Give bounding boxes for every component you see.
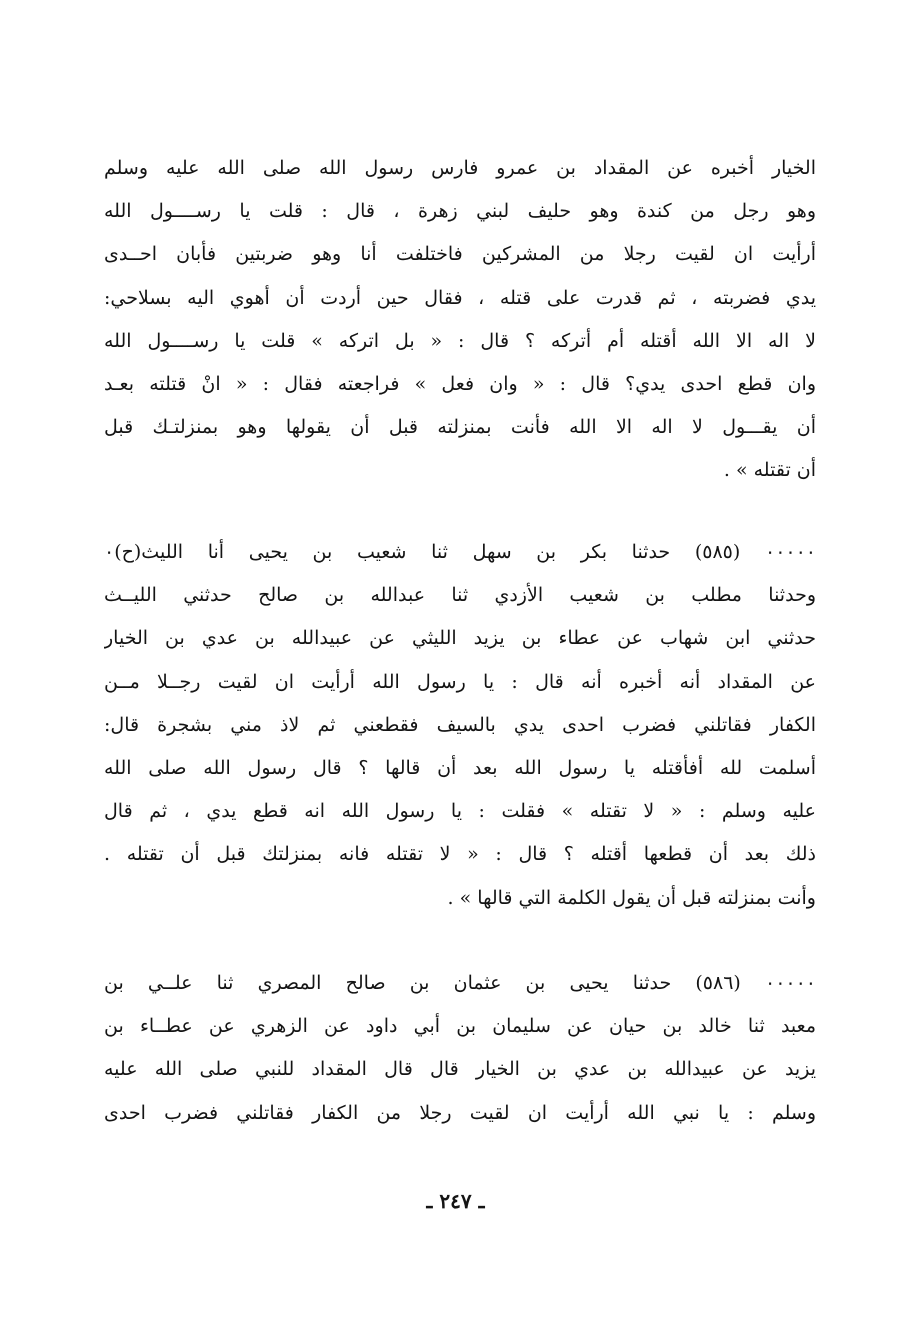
paragraph-1 — [104, 147, 816, 493]
text-line: وحدثنا مطلب بن شعيب الأزدي ثنا عبدالله بن صالح حدثني الليــث — [104, 584, 816, 607]
text-line: وان قطع احدى يدي؟ قال : « وان فعل » فراجعته فقال : « انْ قتلته بعـد — [104, 372, 816, 395]
text-line: ٠٠٠٠٠ (٥٨٦) حدثنا يحيى بن عثمان بن صالح المصري ثنا علــي بن — [104, 972, 816, 994]
text-line: أسلمت لله أفأقتله يا رسول الله بعد أن قالها ؟ قال رسول الله صلى الله — [104, 756, 816, 779]
text-line: وسلم : يا نبي الله أرأيت ان لقيت رجلا من الكفار فقاتلني فضرب احدى — [104, 1101, 816, 1124]
text-line: أن تقتله » . — [723, 459, 816, 482]
page-number: ـ ٢٤٧ ـ — [426, 1189, 485, 1213]
text-line: يدي فضربته ، ثم قدرت على قتله ، فقال حين أردت أن أهوي اليه بسلاحي: — [104, 286, 816, 309]
text-line: الخيار أخبره عن المقداد بن عمرو فارس رسول الله صلى الله عليه وسلم — [104, 157, 816, 179]
text-line: ذلك بعد أن قطعها أقتله ؟ قال : « لا تقتله فانه بمنزلتك قبل أن تقتله . — [104, 843, 816, 866]
text-line: حدثني ابن شهاب عن عطاء بن يزيد الليثي عن عبيدالله بن عدي بن الخيار — [104, 627, 816, 650]
text-line: معبد ثنا خالد بن حيان عن سليمان بن أبي داود عن الزهري عن عطــاء بن — [104, 1015, 816, 1038]
text-line: عليه وسلم : « لا تقتله » فقلت : يا رسول الله انه قطع يدي ، ثم قال — [104, 800, 816, 823]
paragraph-2 — [104, 531, 816, 920]
text-line: وأنت بمنزلته قبل أن يقول الكلمة التي قالها » . — [447, 886, 816, 909]
text-line: عن المقداد أنه أخبره أنه قال : يا رسول الله أرأيت ان لقيت رجــلا مــن — [104, 670, 816, 693]
text-line: لا اله الا الله أقتله أم أتركه ؟ قال : « بل اتركه » قلت يا رســــول الله — [104, 329, 816, 352]
text-line: أرأيت ان لقيت رجلا من المشركين فاختلفت أنا وهو ضربتين فأبان احــدى — [104, 243, 816, 266]
text-line: وهو رجل من كندة وهو حليف لبني زهرة ، قال : قلت يا رســــول الله — [104, 200, 816, 223]
text-line: أن يقـــول لا اله الا الله فأنت بمنزلته قبل أن يقولها وهو بمنزلتـك قبل — [104, 416, 816, 439]
text-line: يزيد عن عبيدالله بن عدي بن الخيار قال قال المقداد للنبي صلى الله عليه — [104, 1058, 816, 1081]
text-line: الكفار فقاتلني فضرب احدى يدي بالسيف فقطعني ثم لاذ مني بشجرة قال: — [104, 713, 816, 736]
text-line: ٠٠٠٠٠ (٥٨٥) حدثنا بكر بن سهل ثنا شعيب بن يحيى أنا الليث(ح)٠ — [104, 541, 816, 563]
paragraph-3 — [104, 962, 816, 1135]
